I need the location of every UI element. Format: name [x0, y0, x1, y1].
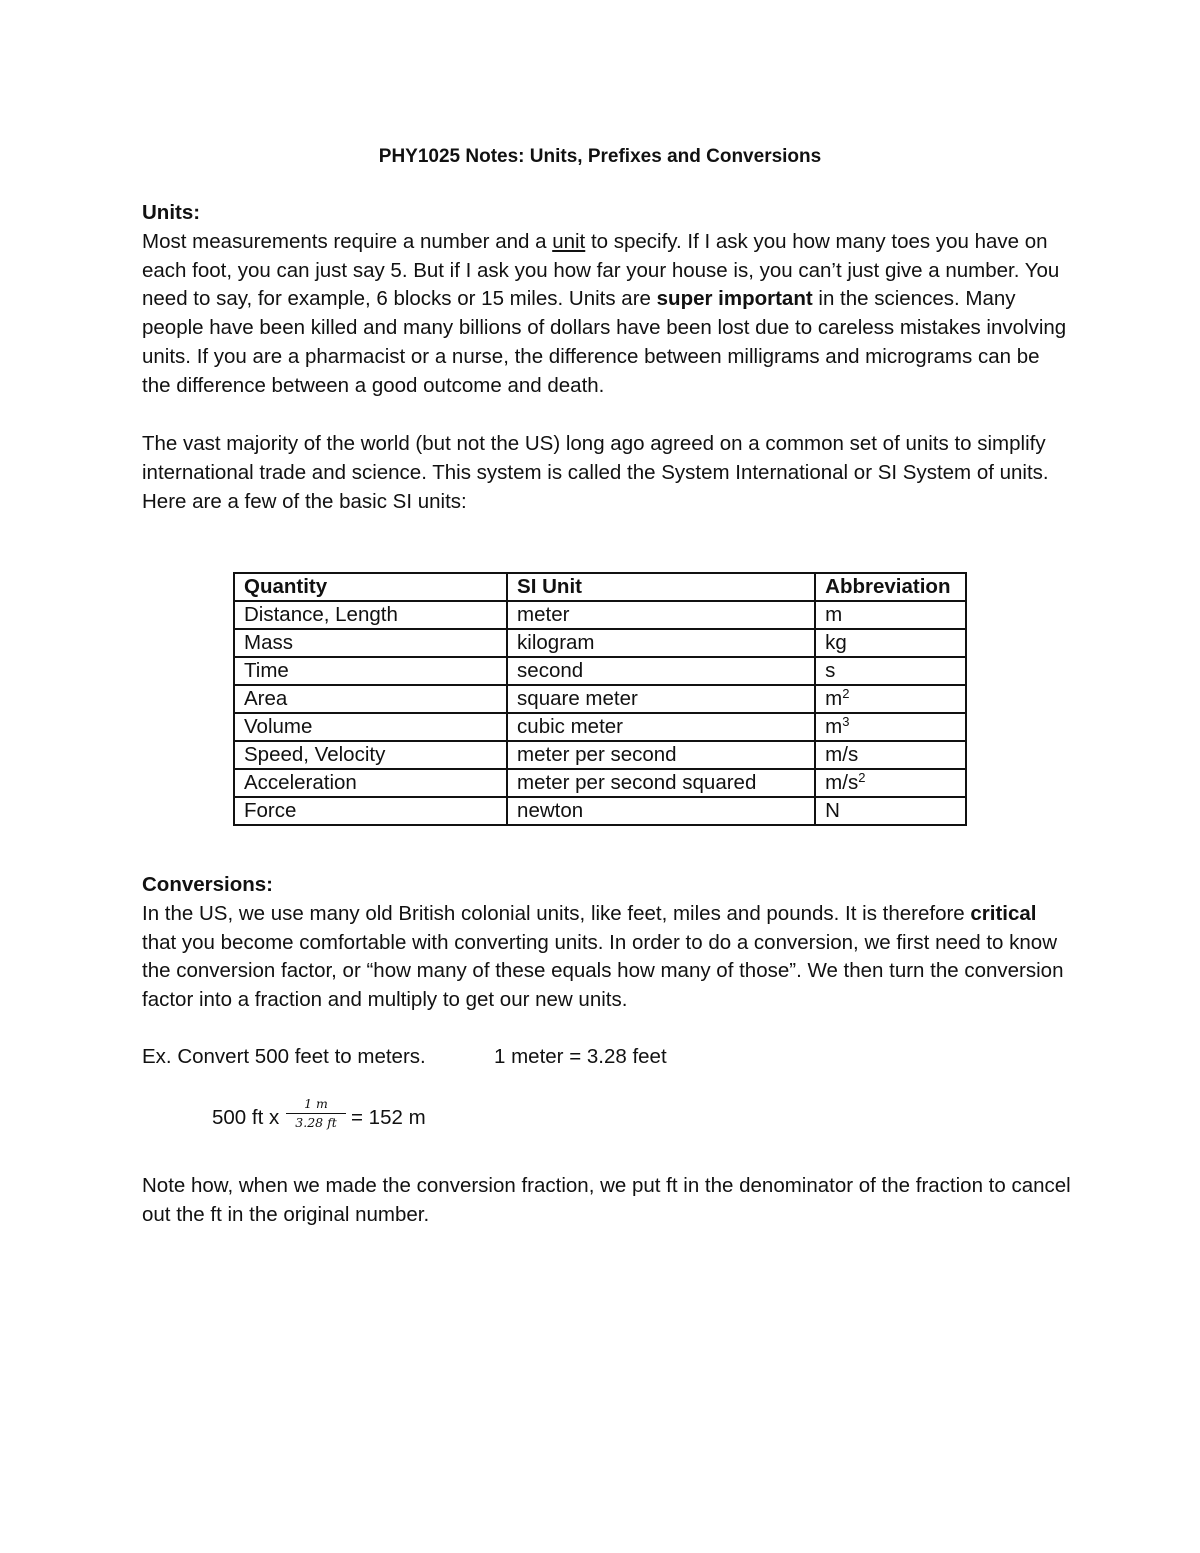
header-abbreviation: Abbreviation: [815, 573, 966, 601]
table-row: [234, 657, 966, 685]
units-p1-text-b: to specify. If I ask you how many toes you have on each foot, you can just say 5. But if I ask you how far your house is, you can’t just give a number. You need to say, for example, 6 blocks or 15 miles. Units are: [142, 229, 1060, 311]
units-p1-text-a: Most measurements require a number and a: [142, 229, 553, 253]
quantity-cell: Acceleration: [234, 769, 507, 797]
abbr-exponent: 3: [842, 714, 850, 729]
abbr-cell: [815, 601, 966, 629]
table-row: [234, 629, 966, 657]
critical-bold: critical: [970, 901, 1037, 925]
unit-cell: meter per second squared: [507, 769, 815, 797]
table-row: [234, 741, 966, 769]
abbr-exponent: 2: [842, 686, 850, 701]
header-quantity: Quantity: [234, 573, 507, 601]
abbr-text: N: [825, 799, 840, 822]
units-heading: Units:: [142, 201, 201, 224]
table-row: [234, 797, 966, 825]
super-important-bold: super important: [656, 287, 813, 311]
document-title: PHY1025 Notes: Units, Prefixes and Conversions: [378, 146, 822, 167]
conversions-heading: Conversions:: [142, 873, 273, 896]
abbr-exponent: 2: [858, 770, 866, 785]
si-units-table: [233, 572, 967, 826]
conversions-paragraph: [142, 902, 1063, 1011]
conversion-fraction: [286, 1096, 346, 1132]
abbr-text: m/s: [825, 771, 859, 794]
abbr-cell: [815, 685, 966, 713]
quantity-cell: Volume: [234, 713, 507, 741]
fraction-denominator: 3.28 ft: [295, 1115, 337, 1130]
example-prompt: Ex. Convert 500 feet to meters.: [142, 1045, 426, 1068]
table-row: [234, 713, 966, 741]
abbr-cell: [815, 769, 966, 797]
quantity-cell: Mass: [234, 629, 507, 657]
units-paragraph-1: [142, 230, 1066, 397]
quantity-cell: Area: [234, 685, 507, 713]
conversion-factor: 1 meter = 3.28 feet: [494, 1045, 667, 1068]
abbr-text: m: [825, 603, 843, 626]
abbr-cell: [815, 797, 966, 825]
quantity-cell: Time: [234, 657, 507, 685]
unit-cell: meter per second: [507, 741, 815, 769]
unit-cell: kilogram: [507, 629, 815, 657]
abbr-cell: [815, 657, 966, 685]
quantity-cell: Force: [234, 797, 507, 825]
abbr-cell: [815, 713, 966, 741]
unit-cell: second: [507, 657, 815, 685]
units-paragraph-2: The vast majority of the world (but not the US) long ago agreed on a common set of units to simplify international trade and science. This system is called the System International or SI System of units. Here are a few of the basic SI units:: [142, 432, 1049, 513]
table-row: [234, 685, 966, 713]
abbr-cell: [815, 741, 966, 769]
conversion-note: Note how, when we made the conversion fraction, we put ft in the denominator of the fraction to cancel out the ft in the original number.: [142, 1174, 1071, 1226]
units-section: [142, 199, 1072, 401]
example-line: [142, 1043, 667, 1071]
abbr-text: m: [825, 715, 843, 738]
abbr-text: m/s: [825, 743, 859, 766]
fraction-numerator: 1 m: [286, 1096, 346, 1114]
quantity-cell: Speed, Velocity: [234, 741, 507, 769]
units-p1-text-c: in the sciences. Many people have been killed and many billions of dollars have been lost due to careless mistakes involving units. If you are a pharmacist or a nurse, the difference between milligrams and micrograms can be the difference between a good outcome and death.: [142, 287, 1067, 397]
unit-underlined-word: unit: [552, 229, 586, 253]
unit-cell: meter: [507, 601, 815, 629]
table-header-row: [234, 573, 966, 601]
table-row: [234, 601, 966, 629]
equation-rhs: = 152 m: [351, 1106, 426, 1129]
unit-cell: newton: [507, 797, 815, 825]
abbr-text: kg: [825, 631, 847, 654]
conversions-p1-text-a: In the US, we use many old British colonial units, like feet, miles and pounds. It is therefore: [142, 901, 971, 925]
table-row: [234, 769, 966, 797]
conversions-p1-text-b: that you become comfortable with converting units. In order to do a conversion, we first need to know the conversion factor, or “how many of these equals how many of those”. We then turn the conversion factor into a fraction and multiply to get our new units.: [142, 930, 1064, 1012]
unit-cell: cubic meter: [507, 713, 815, 741]
quantity-cell: Distance, Length: [234, 601, 507, 629]
abbr-text: m: [825, 687, 843, 710]
unit-cell: square meter: [507, 685, 815, 713]
header-si-unit: SI Unit: [507, 573, 815, 601]
equation-lhs: 500 ft x: [212, 1106, 280, 1129]
abbr-cell: [815, 629, 966, 657]
conversions-section: [142, 871, 1072, 1015]
abbr-text: s: [825, 659, 836, 682]
